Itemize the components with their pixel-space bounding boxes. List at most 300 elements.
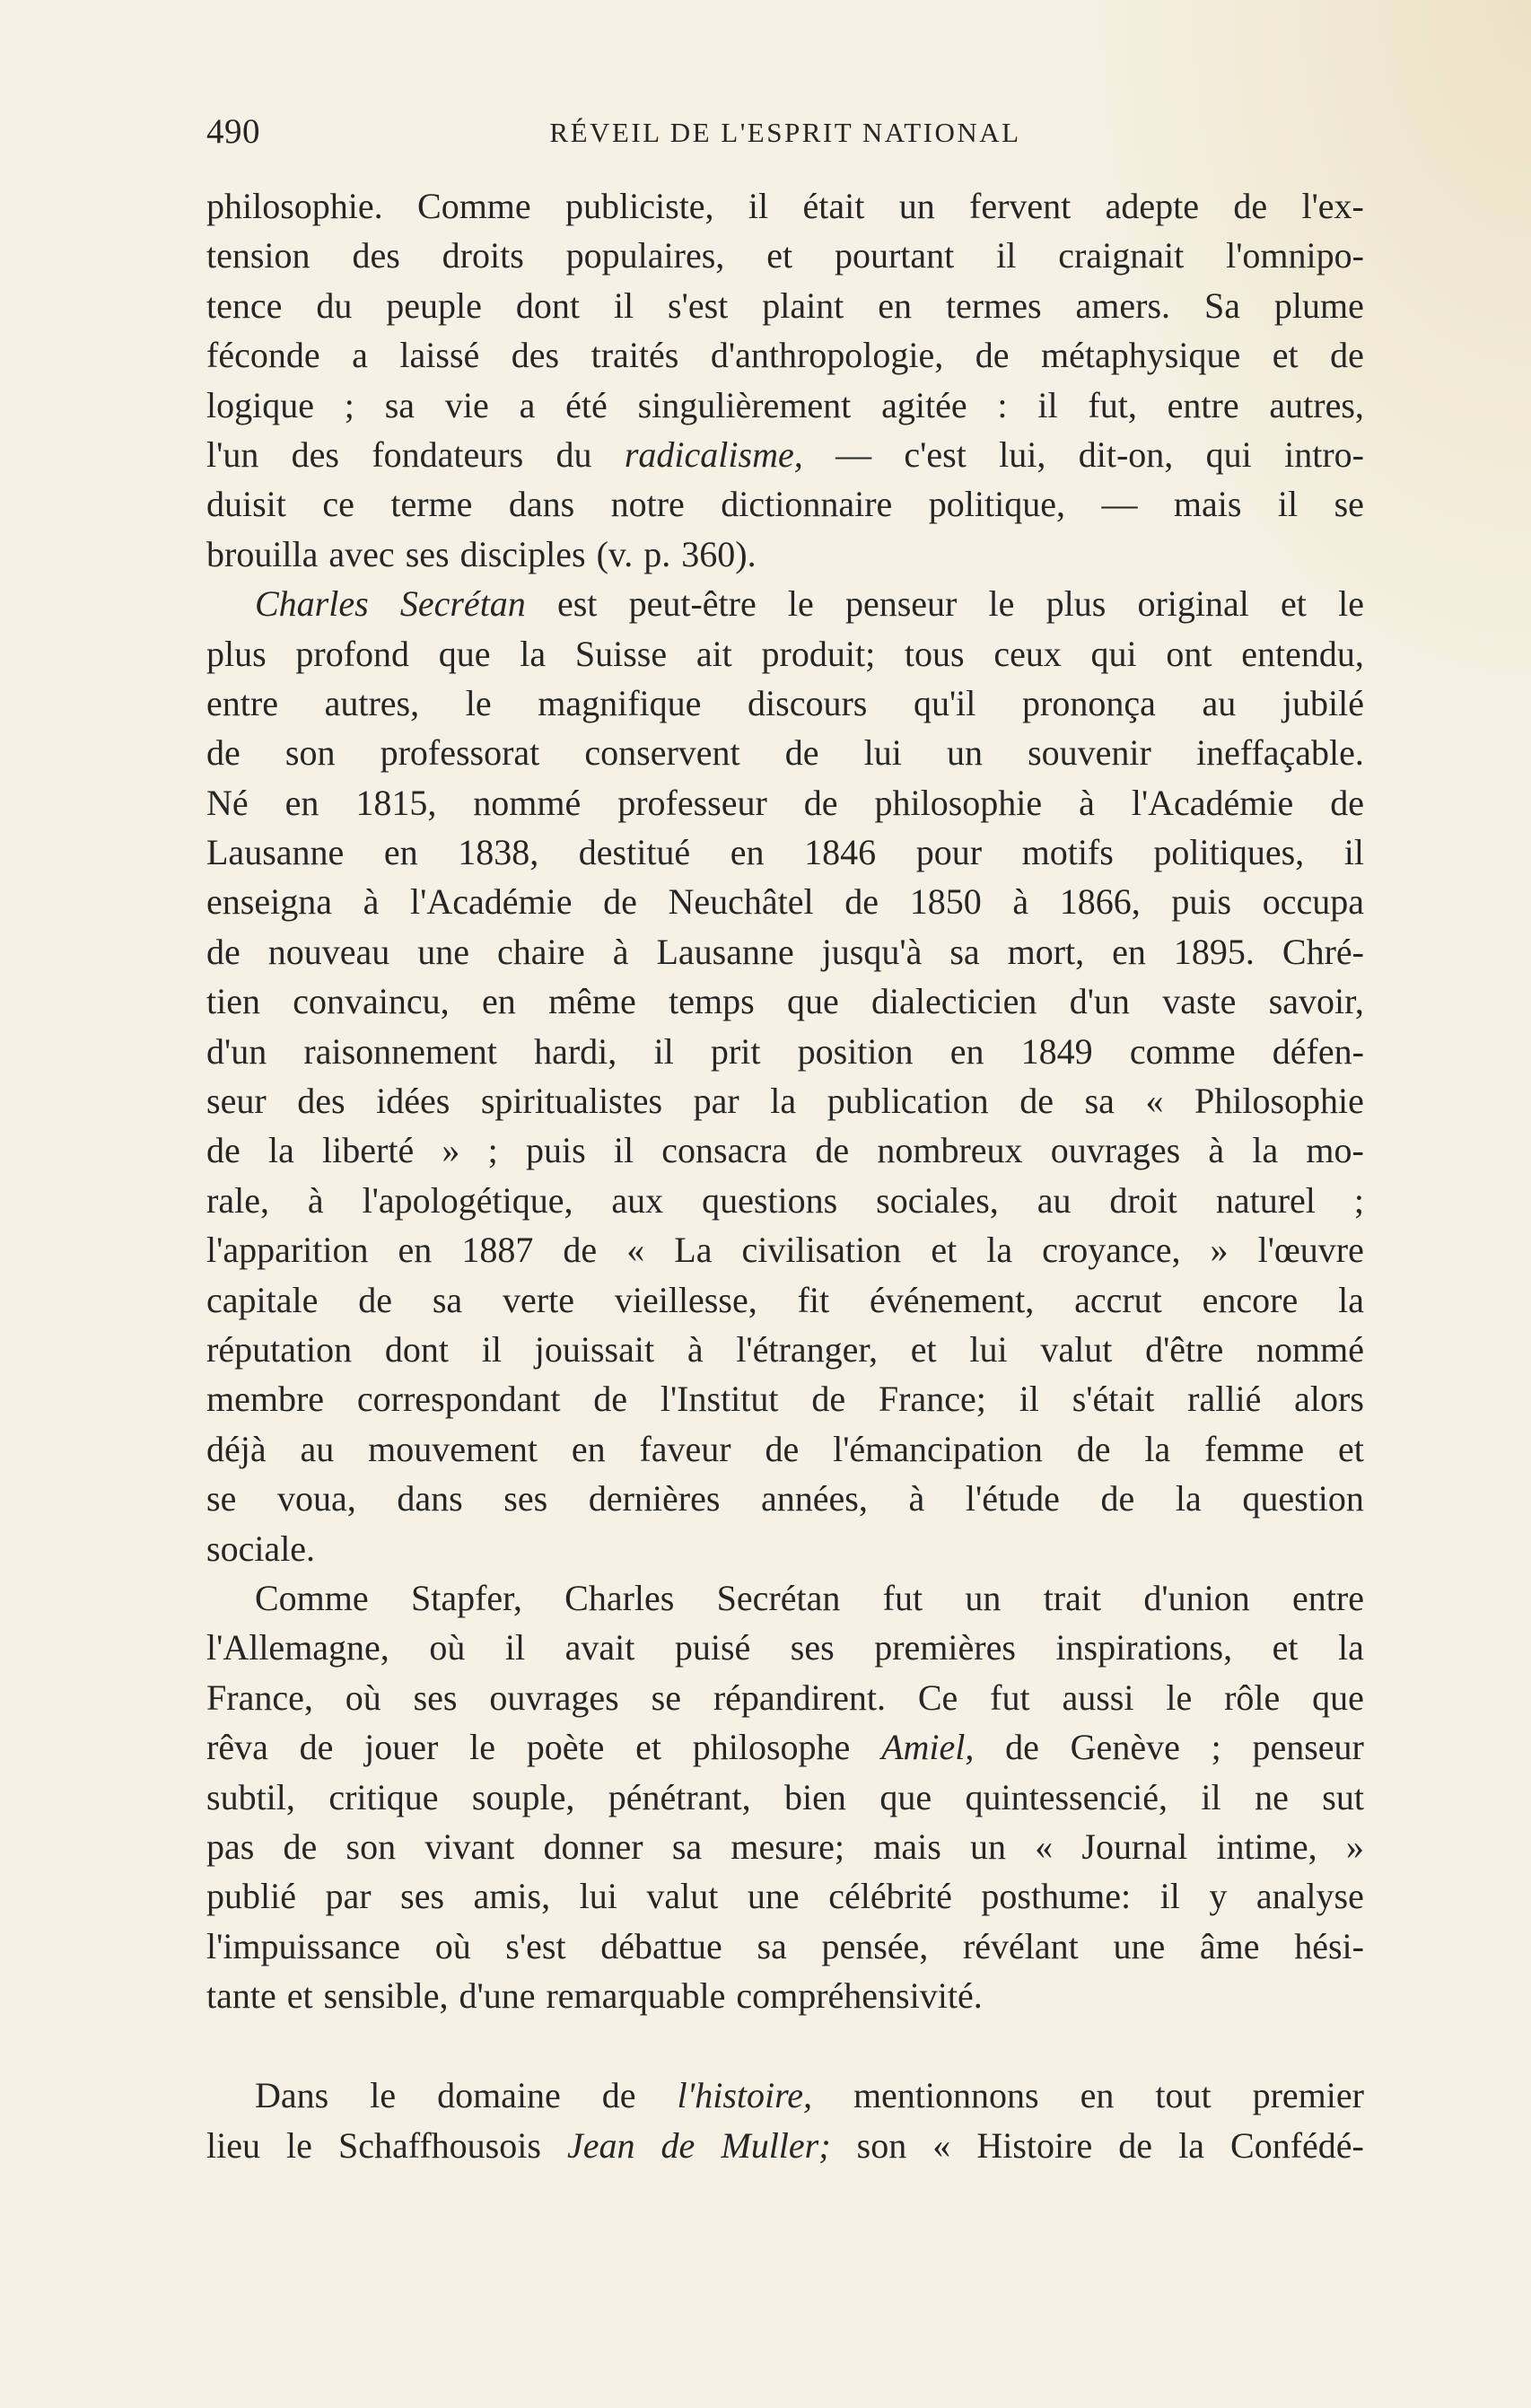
word: entre bbox=[1292, 1577, 1364, 1618]
word: à bbox=[612, 931, 629, 972]
word: un bbox=[946, 732, 983, 774]
word: « bbox=[626, 1230, 645, 1271]
word: philosophe bbox=[692, 1727, 851, 1768]
word: vaste bbox=[1162, 981, 1237, 1022]
word: à bbox=[363, 881, 380, 923]
word: jusqu'à bbox=[821, 931, 923, 972]
word: destitué bbox=[578, 832, 691, 873]
word: il bbox=[613, 285, 634, 326]
word: rale, bbox=[206, 1179, 269, 1221]
text-line bbox=[206, 381, 1364, 430]
text-line bbox=[206, 579, 1364, 628]
text-line bbox=[206, 1225, 1364, 1274]
word: de bbox=[601, 2075, 636, 2116]
word: Amiel, bbox=[881, 1727, 975, 1768]
word: et bbox=[1338, 1428, 1364, 1469]
word: puis bbox=[1171, 881, 1232, 923]
word: de bbox=[1019, 1081, 1054, 1122]
word: tout bbox=[1155, 2075, 1212, 2116]
word: ce bbox=[322, 484, 354, 525]
word: 1846 bbox=[804, 832, 877, 873]
word: est bbox=[556, 583, 598, 625]
word: âme bbox=[1199, 1925, 1260, 1966]
word: de bbox=[815, 1130, 850, 1171]
word: 1887 bbox=[461, 1230, 534, 1271]
word: Confédé- bbox=[1230, 2124, 1364, 2166]
word: débattue bbox=[600, 1925, 722, 1966]
word: lieu bbox=[206, 2124, 260, 2166]
word: en bbox=[730, 832, 765, 873]
word: son bbox=[346, 1826, 397, 1867]
text-line bbox=[206, 1971, 1364, 2020]
word: son bbox=[284, 732, 336, 774]
text-line bbox=[206, 231, 1364, 280]
word: 1866, bbox=[1059, 881, 1141, 923]
word: se bbox=[206, 1478, 237, 1519]
word: ses bbox=[790, 1627, 835, 1668]
word: laissé bbox=[399, 335, 480, 376]
word: Histoire bbox=[976, 2124, 1093, 2166]
word: de bbox=[283, 1826, 318, 1867]
text-line bbox=[206, 1722, 1364, 1772]
word: tension bbox=[206, 235, 311, 276]
word: lui bbox=[863, 732, 902, 774]
word: ouvrages bbox=[489, 1677, 619, 1718]
page-number: 490 bbox=[206, 112, 260, 151]
word: de bbox=[1005, 1727, 1039, 1768]
word: de bbox=[206, 1130, 241, 1171]
word: pas bbox=[206, 1826, 255, 1867]
word: correspondant bbox=[356, 1379, 561, 1420]
word: que bbox=[1312, 1677, 1364, 1718]
word: professorat bbox=[380, 732, 540, 774]
word: du bbox=[316, 285, 353, 326]
word: p. bbox=[643, 533, 671, 574]
paragraph bbox=[206, 2071, 1364, 2170]
word: France; bbox=[878, 1379, 986, 1420]
word: s'était bbox=[1072, 1379, 1155, 1420]
word: sociale. bbox=[206, 1528, 316, 1569]
word: dictionnaire bbox=[721, 484, 893, 525]
word: au bbox=[300, 1428, 335, 1469]
word: tante bbox=[206, 1975, 276, 2017]
word: l'œuvre bbox=[1257, 1230, 1364, 1271]
word: nommé bbox=[473, 782, 582, 823]
word: d'un bbox=[1069, 981, 1130, 1022]
word: amis, bbox=[473, 1876, 551, 1917]
word: critique bbox=[328, 1776, 439, 1817]
word: Dans bbox=[255, 2075, 329, 2116]
word: enseigna bbox=[206, 881, 332, 923]
word: Schaffhousois bbox=[337, 2124, 541, 2166]
word: avec bbox=[328, 533, 395, 574]
word: en bbox=[1112, 931, 1146, 972]
word: nouveau bbox=[267, 931, 390, 972]
word: Né bbox=[206, 782, 249, 823]
word: répandirent. bbox=[713, 1677, 886, 1718]
word: des bbox=[291, 433, 339, 475]
running-title: RÉVEIL DE L'ESPRIT NATIONAL bbox=[549, 117, 1021, 148]
word: ait bbox=[696, 633, 732, 674]
word: s'est bbox=[668, 285, 729, 326]
word: même bbox=[548, 981, 636, 1022]
word: analyse bbox=[1255, 1876, 1364, 1917]
text-line bbox=[206, 330, 1364, 380]
word: poète bbox=[526, 1727, 605, 1768]
word: aussi bbox=[1062, 1677, 1134, 1718]
word: au bbox=[1037, 1179, 1072, 1221]
word: la bbox=[1175, 1478, 1202, 1519]
word: jubilé bbox=[1282, 682, 1364, 723]
word: inspirations, bbox=[1055, 1627, 1233, 1668]
word: liberté bbox=[322, 1130, 415, 1171]
word: la bbox=[1252, 1130, 1279, 1171]
word: rôle bbox=[1224, 1677, 1281, 1718]
word: sociales, bbox=[876, 1179, 999, 1221]
word: dernières bbox=[588, 1478, 721, 1519]
word: peuple bbox=[386, 285, 482, 326]
word: Secrétan bbox=[716, 1577, 841, 1618]
word: prit bbox=[710, 1030, 761, 1072]
word: penseur bbox=[1252, 1727, 1364, 1768]
text-line bbox=[206, 1474, 1364, 1523]
word: tous bbox=[904, 633, 965, 674]
word: amers. bbox=[1075, 285, 1171, 326]
word: Jean bbox=[566, 2124, 635, 2166]
word: événement, bbox=[869, 1279, 1035, 1320]
word: et bbox=[1281, 583, 1307, 625]
word: alors bbox=[1294, 1379, 1364, 1420]
word: conservent bbox=[584, 732, 740, 774]
word: l'histoire, bbox=[677, 2075, 812, 2116]
word: par bbox=[325, 1876, 372, 1917]
word: souvenir bbox=[1028, 732, 1151, 774]
word: années, bbox=[761, 1478, 868, 1519]
word: fut bbox=[990, 1677, 1030, 1718]
word: sa bbox=[1084, 1081, 1115, 1122]
word: de bbox=[1330, 782, 1364, 823]
word: mort, bbox=[1007, 931, 1085, 972]
word: trait bbox=[1043, 1577, 1102, 1618]
word: entre bbox=[1167, 384, 1239, 425]
word: le bbox=[1166, 1677, 1193, 1718]
word: l'émancipation bbox=[833, 1428, 1043, 1469]
word: publié bbox=[206, 1876, 296, 1917]
word: se bbox=[651, 1677, 681, 1718]
word: premières bbox=[874, 1627, 1016, 1668]
word: de bbox=[1118, 2124, 1153, 2166]
word: des bbox=[297, 1081, 346, 1122]
text-line bbox=[206, 1871, 1364, 1921]
word: Suisse bbox=[574, 633, 668, 674]
word: la bbox=[1144, 1428, 1171, 1469]
word: brouilla bbox=[206, 533, 319, 574]
word: valut bbox=[646, 1876, 719, 1917]
word: été bbox=[565, 384, 608, 425]
word: de bbox=[1100, 1478, 1135, 1519]
word: et bbox=[1272, 335, 1299, 376]
word: l'apologétique, bbox=[362, 1179, 573, 1221]
word: de bbox=[358, 1279, 392, 1320]
word: et bbox=[910, 1328, 937, 1370]
word: quintessencié, bbox=[965, 1776, 1168, 1817]
word: compréhensivité. bbox=[736, 1975, 983, 2017]
body-text bbox=[206, 181, 1364, 2170]
paragraph bbox=[206, 1573, 1364, 2021]
word: puis bbox=[525, 1130, 586, 1171]
text-line bbox=[206, 1673, 1364, 1722]
word: souple, bbox=[471, 1776, 575, 1817]
word: et bbox=[931, 1230, 958, 1271]
word: d'union bbox=[1143, 1577, 1250, 1618]
word: domaine bbox=[437, 2075, 561, 2116]
word: l'Allemagne, bbox=[206, 1627, 389, 1668]
word: était bbox=[802, 186, 865, 226]
text-line bbox=[206, 479, 1364, 529]
word: publication bbox=[827, 1081, 989, 1122]
word: de bbox=[765, 1428, 800, 1469]
text-line bbox=[206, 281, 1364, 330]
word: et bbox=[286, 1975, 313, 2017]
word: où bbox=[345, 1677, 381, 1718]
word: le bbox=[787, 583, 814, 625]
word: spiritualistes bbox=[480, 1081, 663, 1122]
word: en bbox=[1080, 2075, 1115, 2116]
word: seur bbox=[206, 1081, 267, 1122]
word: premier bbox=[1252, 2075, 1364, 2116]
text-line bbox=[206, 1176, 1364, 1225]
word: la bbox=[986, 1230, 1013, 1271]
word: discours bbox=[748, 682, 868, 723]
word: mesure; bbox=[731, 1826, 844, 1867]
word: France, bbox=[206, 1677, 313, 1718]
word: termes bbox=[945, 285, 1042, 326]
word: plus bbox=[1045, 583, 1107, 625]
word: une bbox=[1113, 1925, 1166, 1966]
word: pénétrant, bbox=[608, 1776, 751, 1817]
page-header bbox=[206, 111, 1364, 156]
text-line bbox=[206, 927, 1364, 976]
word: philosophie. bbox=[206, 186, 383, 226]
word: politique, bbox=[928, 484, 1065, 525]
text-line bbox=[206, 1424, 1364, 1474]
word: sa bbox=[757, 1925, 787, 1966]
word: il bbox=[1343, 832, 1364, 873]
word: par bbox=[693, 1081, 739, 1122]
word: il bbox=[996, 235, 1017, 276]
word: » bbox=[1210, 1230, 1229, 1271]
word: a bbox=[352, 335, 368, 376]
word: 1849 bbox=[1020, 1030, 1093, 1072]
word: du bbox=[556, 433, 592, 475]
word: défen- bbox=[1272, 1030, 1364, 1072]
word: faveur bbox=[639, 1428, 731, 1469]
word: et bbox=[766, 235, 793, 276]
word: féconde bbox=[206, 335, 320, 376]
word: comme bbox=[1129, 1030, 1236, 1072]
word: « bbox=[1035, 1826, 1054, 1867]
word: et bbox=[1272, 1627, 1299, 1668]
word: il bbox=[1019, 1379, 1039, 1420]
word: mais bbox=[873, 1826, 941, 1867]
word: en bbox=[383, 832, 418, 873]
word: naturel bbox=[1215, 1179, 1316, 1221]
word: Philosophie bbox=[1194, 1081, 1364, 1122]
word: populaires, bbox=[565, 235, 725, 276]
word: fut, bbox=[1088, 384, 1137, 425]
word: en bbox=[284, 782, 319, 823]
word: occupa bbox=[1262, 881, 1364, 923]
word: entendu, bbox=[1241, 633, 1364, 674]
word: à bbox=[687, 1328, 704, 1370]
word: d'anthropologie, bbox=[710, 335, 944, 376]
word: et bbox=[635, 1727, 661, 1768]
word: sa bbox=[432, 1279, 463, 1320]
word: le bbox=[370, 2075, 397, 2116]
word: hardi, bbox=[534, 1030, 617, 1072]
word: à bbox=[307, 1179, 324, 1221]
word: donner bbox=[543, 1826, 643, 1867]
word: déjà bbox=[206, 1428, 267, 1469]
word: — bbox=[1101, 484, 1138, 525]
word: il bbox=[653, 1030, 674, 1072]
text-line bbox=[206, 1125, 1364, 1175]
word: ses bbox=[413, 1677, 458, 1718]
word: vie bbox=[444, 384, 489, 425]
word: chaire bbox=[497, 931, 585, 972]
word: sa bbox=[384, 384, 416, 425]
word: verte bbox=[503, 1279, 574, 1320]
word: avait bbox=[564, 1627, 635, 1668]
word: questions bbox=[702, 1179, 838, 1221]
word: de bbox=[593, 1379, 628, 1420]
word: en bbox=[949, 1030, 984, 1072]
word: duisit bbox=[206, 484, 286, 525]
word: femme bbox=[1204, 1428, 1305, 1469]
paragraph bbox=[206, 579, 1364, 1573]
text-line bbox=[206, 728, 1364, 777]
word: ; bbox=[344, 384, 354, 425]
text-line bbox=[206, 1822, 1364, 1871]
word: traités bbox=[591, 335, 679, 376]
word: logique bbox=[206, 384, 314, 425]
word: notre bbox=[610, 484, 685, 525]
word: ont bbox=[1166, 633, 1212, 674]
word: dans bbox=[397, 1478, 463, 1519]
word: qu'il bbox=[913, 682, 976, 723]
word: sensible, bbox=[323, 1975, 449, 2017]
text-line bbox=[206, 1275, 1364, 1325]
word: dit-on, bbox=[1078, 433, 1174, 475]
word: il bbox=[1159, 1876, 1180, 1917]
word: La bbox=[674, 1230, 713, 1271]
word: original bbox=[1137, 583, 1249, 625]
word: mouvement bbox=[368, 1428, 538, 1469]
word: droits bbox=[442, 235, 524, 276]
text-line bbox=[206, 877, 1364, 926]
word: l'omnipo- bbox=[1226, 235, 1364, 276]
word: terme bbox=[390, 484, 473, 525]
word: de bbox=[603, 881, 637, 923]
word: 1838, bbox=[458, 832, 539, 873]
word: une bbox=[417, 931, 470, 972]
text-line bbox=[206, 181, 1364, 231]
word: d'une bbox=[459, 1975, 536, 2017]
word: la bbox=[520, 633, 547, 674]
word: il bbox=[1037, 384, 1058, 425]
word: capitale bbox=[206, 1279, 319, 1320]
word: le bbox=[988, 583, 1015, 625]
word: autres, bbox=[1269, 384, 1364, 425]
word: à bbox=[1012, 881, 1029, 923]
word: « bbox=[1145, 1081, 1164, 1122]
word: encore bbox=[1202, 1279, 1299, 1320]
word: » bbox=[442, 1130, 460, 1171]
word: Neuchâtel bbox=[668, 881, 814, 923]
word: tien bbox=[206, 981, 260, 1022]
word: prononça bbox=[1022, 682, 1156, 723]
word: révélant bbox=[962, 1925, 1079, 1966]
word: savoir, bbox=[1268, 981, 1364, 1022]
word: que bbox=[786, 981, 839, 1022]
word: en bbox=[571, 1428, 606, 1469]
word: » bbox=[1345, 1826, 1364, 1867]
word: 1850 bbox=[909, 881, 982, 923]
text-line bbox=[206, 2121, 1364, 2170]
word: que bbox=[879, 1776, 932, 1817]
word: remarquable bbox=[546, 1975, 726, 2017]
word: subtil, bbox=[206, 1776, 295, 1817]
word: Journal bbox=[1081, 1826, 1188, 1867]
word: mo- bbox=[1306, 1130, 1364, 1171]
word: 1815, bbox=[355, 782, 437, 823]
word: nommé bbox=[1255, 1328, 1364, 1370]
word: vieillesse, bbox=[614, 1279, 757, 1320]
word: convaincu, bbox=[293, 981, 450, 1022]
word: où bbox=[429, 1627, 466, 1668]
word: le bbox=[469, 1727, 495, 1768]
paragraph bbox=[206, 181, 1364, 579]
word: il bbox=[481, 1328, 502, 1370]
word: pourtant bbox=[834, 235, 955, 276]
word: dont bbox=[515, 285, 580, 326]
word: agitée bbox=[881, 384, 967, 425]
word: une bbox=[747, 1876, 800, 1917]
word: accrut bbox=[1074, 1279, 1162, 1320]
word: intro- bbox=[1284, 433, 1364, 475]
word: qui bbox=[1090, 633, 1137, 674]
word: de bbox=[844, 881, 879, 923]
text-line bbox=[206, 1623, 1364, 1672]
word: bien bbox=[784, 1776, 846, 1817]
word: jouer bbox=[364, 1727, 439, 1768]
word: à bbox=[1079, 782, 1095, 823]
word: motifs bbox=[1021, 832, 1114, 873]
word: l'Académie bbox=[1131, 782, 1294, 823]
word: peut-être bbox=[628, 583, 757, 625]
word: raisonnement bbox=[303, 1030, 497, 1072]
word: il bbox=[748, 186, 769, 226]
word: ne bbox=[1255, 1776, 1289, 1817]
word: Comme bbox=[417, 186, 531, 226]
word: un bbox=[898, 186, 935, 226]
word: le bbox=[1338, 583, 1364, 625]
word: Chré- bbox=[1282, 931, 1364, 972]
word: sa bbox=[671, 1826, 703, 1867]
text-line bbox=[206, 827, 1364, 877]
word: Stapfer, bbox=[410, 1577, 522, 1618]
word: pensée, bbox=[821, 1925, 929, 1966]
